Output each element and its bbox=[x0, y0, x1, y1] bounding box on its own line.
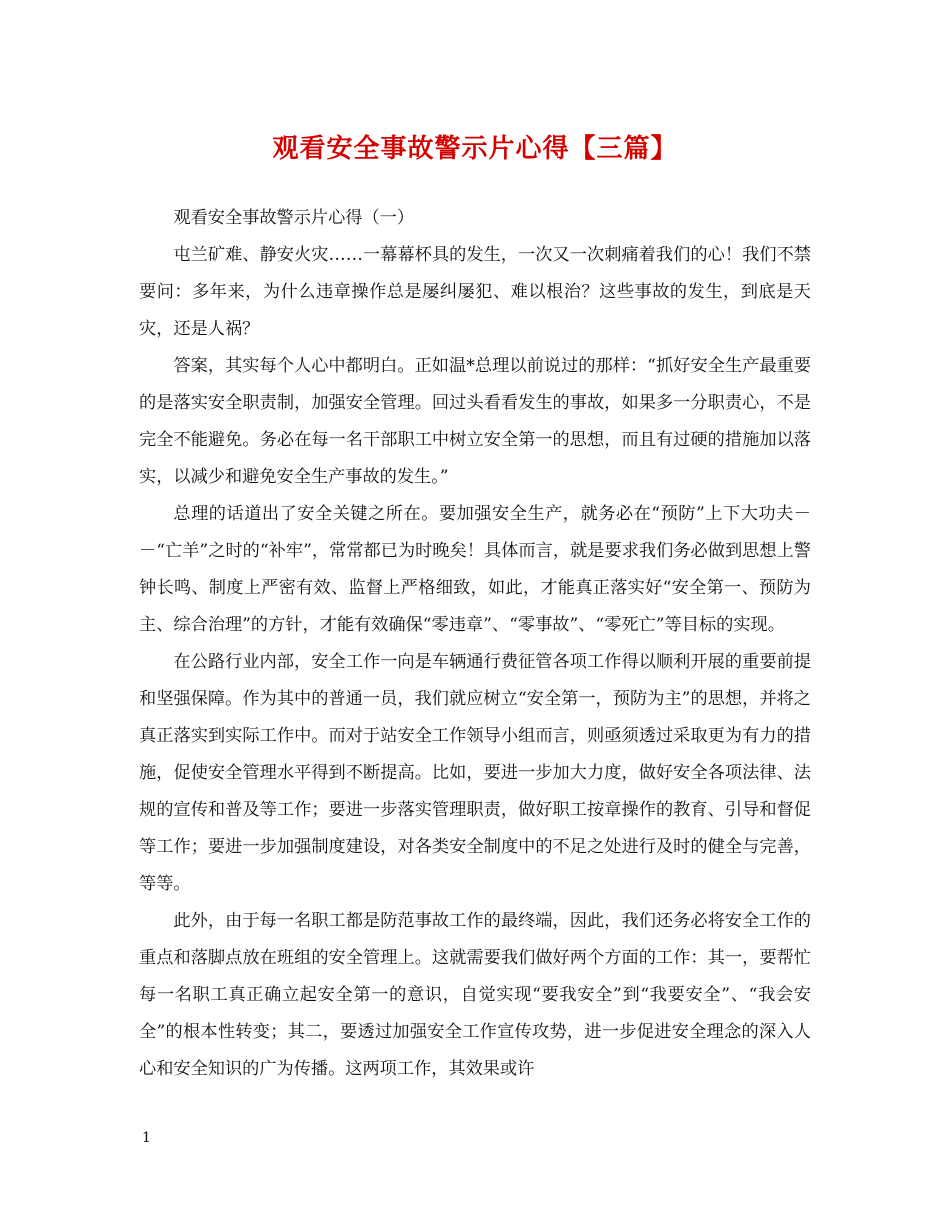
paragraph-4: 在公路行业内部，安全工作一向是车辆通行费征管各项工作得以顺利开展的重要前提和坚强保障。作为其中的普通一员，我们就应树立“安全第一，预防为主”的思想，并将之真正落实到实际工作中。而对于站安全工作领导小组而言，则亟须透过采取更为有力的措施，促使安全管理水平得到不断提高。比如，要进一步加大力度，做好安全各项法律、法规的宣传和普及等工作；要进一步落实管理职责，做好职工按章操作的教育、引导和督促等工作；要进一步加强制度建设，对各类安全制度中的不足之处进行及时的健全与完善，等等。 bbox=[139, 652, 811, 894]
paragraph-3: 总理的话道出了安全关键之所在。要加强安全生产，就务必在“预防”上下大功夫－－“亡羊”之时的“补牢”，常常都已为时晚矣！具体而言，就是要求我们务必做到思想上警钟长鸣、制度上严密有效、监督上严格细致，如此，才能真正落实好“安全第一、预防为主、综合治理”的方针，才能有效确保“零违章”、“零事故”、“零死亡”等目标的实现。 bbox=[139, 504, 811, 635]
paragraph-2: 答案，其实每个人心中都明白。正如温*总理以前说过的那样：“抓好安全生产最重要的是落实安全职责制，加强安全管理。回过头看看发生的事故，如果多一分职责心，不是完全不能避免。务必在每一名干部职工中树立安全第一的思想，而且有过硬的措施加以落实，以减少和避免安全生产事故的发生。” bbox=[139, 356, 811, 487]
document-title: 观看安全事故警示片心得【三篇】 bbox=[272, 134, 678, 164]
paragraph-1: 屯兰矿难、静安火灾……一幕幕杯具的发生，一次又一次刺痛着我们的心！我们不禁要问：多年来，为什么违章操作总是屡纠屡犯、难以根治？这些事故的发生，到底是天灾，还是人祸？ bbox=[139, 245, 811, 339]
document-body bbox=[139, 200, 811, 1088]
page-number: 1 bbox=[142, 1130, 151, 1146]
section-heading: 观看安全事故警示片心得（一） bbox=[173, 208, 415, 228]
paragraph-5: 此外，由于每一名职工都是防范事故工作的最终端，因此，我们还务必将安全工作的重点和落脚点放在班组的安全管理上。这就需要我们做好两个方面的工作：其一，要帮忙每一名职工真正确立起安全第一的意识，自觉实现“要我安全”到“我要安全”、“我会安全”的根本性转变；其二，要透过加强安全工作宣传攻势，进一步促进安全理念的深入人心和安全知识的广为传播。这两项工作，其效果或许 bbox=[139, 911, 811, 1079]
